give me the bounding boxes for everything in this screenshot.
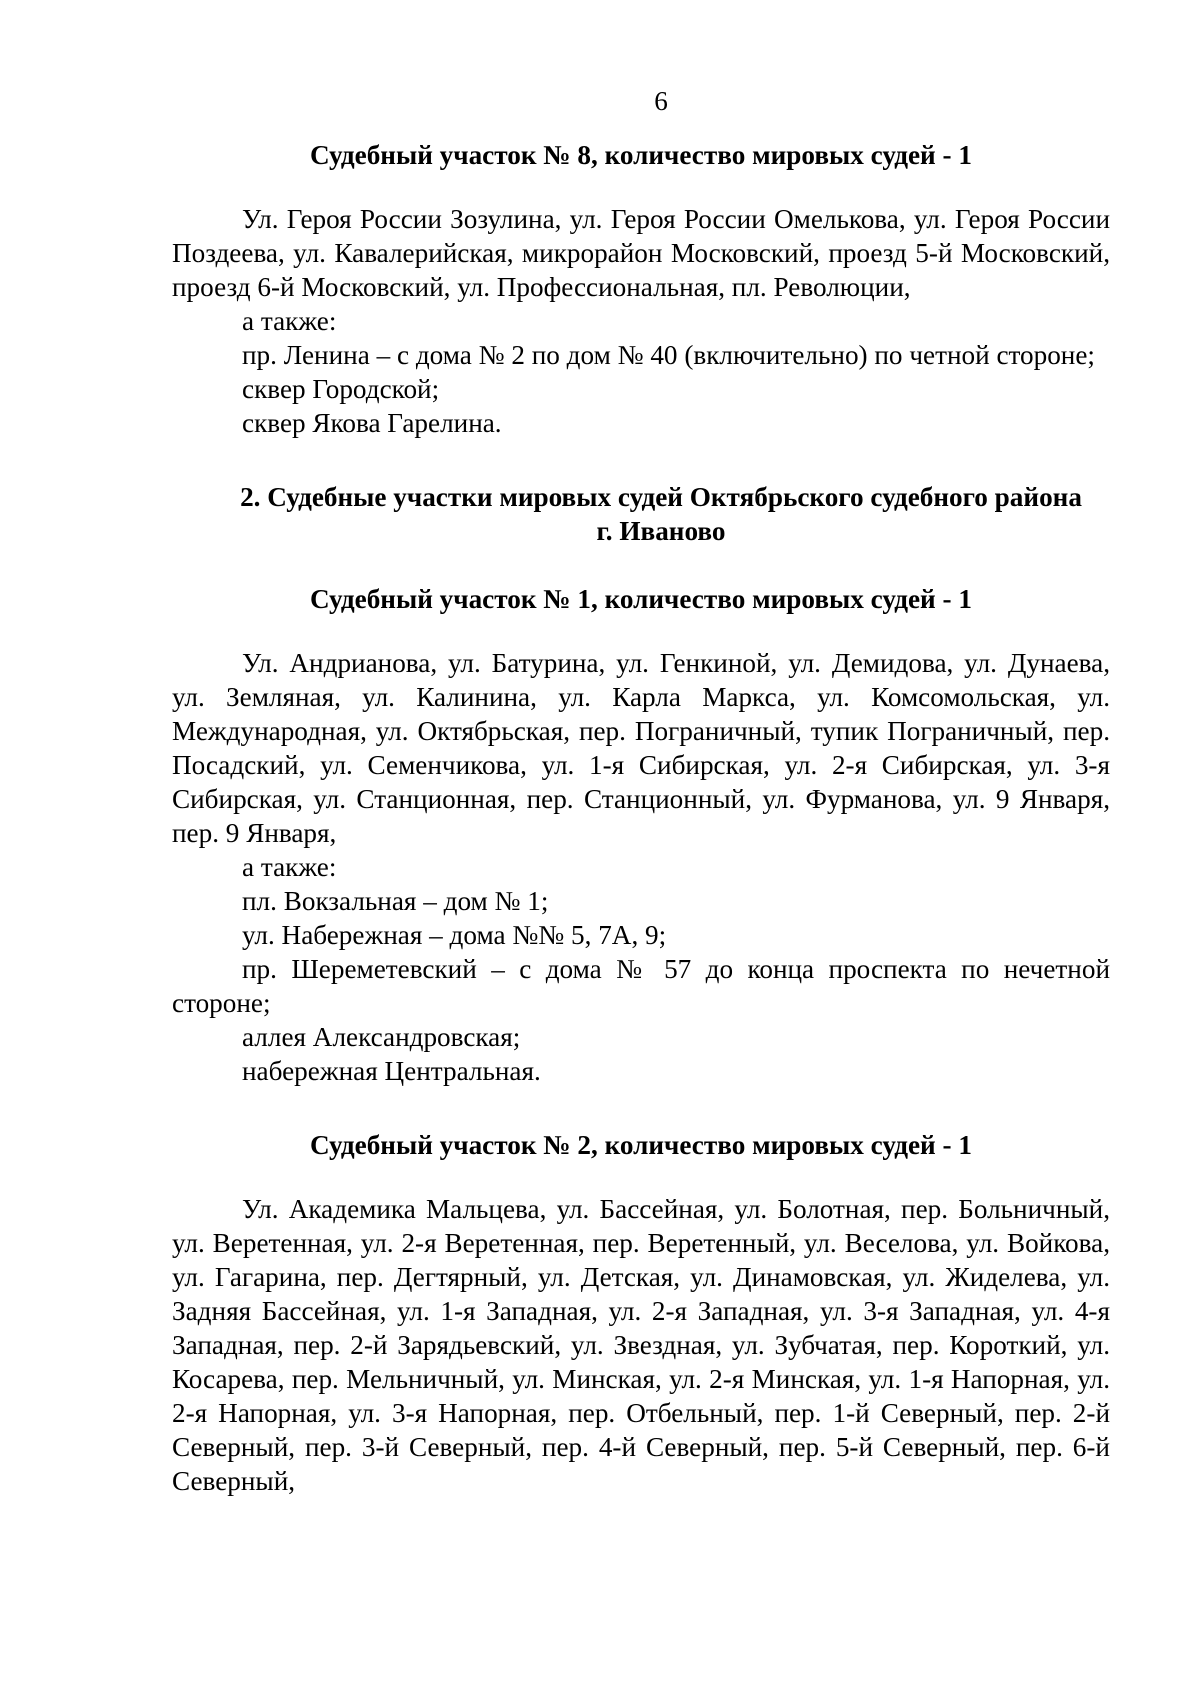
section-heading-court-1: Судебный участок № 1, количество мировых судей - 1: [310, 584, 972, 614]
page-number: 6: [654, 86, 668, 116]
district-title-line2: г. Иваново: [596, 516, 726, 546]
section-heading-court-8: Судебный участок № 8, количество мировых судей - 1: [310, 140, 972, 170]
address-item: набережная Центральная.: [242, 1056, 541, 1086]
address-item: сквер Городской;: [242, 374, 440, 404]
also-label-court-8: а также:: [242, 306, 337, 336]
address-item: пл. Вокзальная – дом № 1;: [242, 886, 549, 916]
also-label-court-1: а также:: [242, 852, 337, 882]
document-page: [172, 84, 1110, 1498]
address-item: сквер Якова Гарелина.: [242, 408, 502, 438]
address-item: аллея Александровская;: [242, 1022, 521, 1052]
streets-paragraph-court-2: Ул. Академика Мальцева, ул. Бассейная, ул. Болотная, пер. Больничный, ул. Веретенная, ул. 2-я Веретенная, пер. Веретенный, ул. Веселова, ул. Войкова, ул. Гагарина, пер. Дегтярный, ул. Детская, ул. Динамовская, ул. Жиделева, ул. Задняя Бассейная, ул. 1-я Западная, ул. 2-я Западная, ул. 3-я Западная, ул. 4-я Западная, пер. 2-й Зарядьевский, ул. Звездная, ул. Зубчатая, пер. Короткий, ул. Косарева, пер. Мельничный, ул. Минская, ул. 2-я Минская, ул. 1-я Напорная, ул. 2-я Напорная, ул. 3-я Напорная, пер. Отбельный, пер. 1-й Северный, пер. 2-й Северный, пер. 3-й Северный, пер. 4-й Северный, пер. 5-й Северный, пер. 6-й Северный,: [172, 1194, 1110, 1496]
streets-paragraph-court-1: Ул. Андрианова, ул. Батурина, ул. Генкиной, ул. Демидова, ул. Дунаева, ул. Земляная, ул. Калинина, ул. Карла Маркса, ул. Комсомольская, ул. Международная, ул. Октябрьская, пер. Пограничный, тупик Пограничный, пер. Посадский, ул. Семенчикова, ул. 1-я Сибирская, ул. 2-я Сибирская, ул. 3-я Сибирская, ул. Станционная, пер. Станционный, ул. Фурманова, ул. 9 Января, пер. 9 Января,: [172, 648, 1110, 848]
address-item: пр. Ленина – с дома № 2 по дом № 40 (включительно) по четной стороне;: [242, 340, 1095, 370]
section-court-2: [172, 1128, 1110, 1498]
address-item: пр. Шереметевский – с дома № 57 до конца проспекта по нечетной стороне;: [172, 954, 1110, 1018]
section-court-1: [172, 582, 1110, 1088]
district-title: [172, 480, 1110, 548]
streets-paragraph-court-8: Ул. Героя России Зозулина, ул. Героя России Омелькова, ул. Героя России Поздеева, ул. Кавалерийская, микрорайон Московский, проезд 5-й Московский, проезд 6-й Московский, ул. Профессиональная, пл. Революции,: [172, 204, 1110, 302]
address-item: ул. Набережная – дома №№ 5, 7А, 9;: [242, 920, 667, 950]
section-heading-court-2: Судебный участок № 2, количество мировых судей - 1: [310, 1130, 972, 1160]
section-court-8: [172, 138, 1110, 440]
district-title-line1: 2. Судебные участки мировых судей Октябрьского судебного района: [240, 482, 1082, 512]
